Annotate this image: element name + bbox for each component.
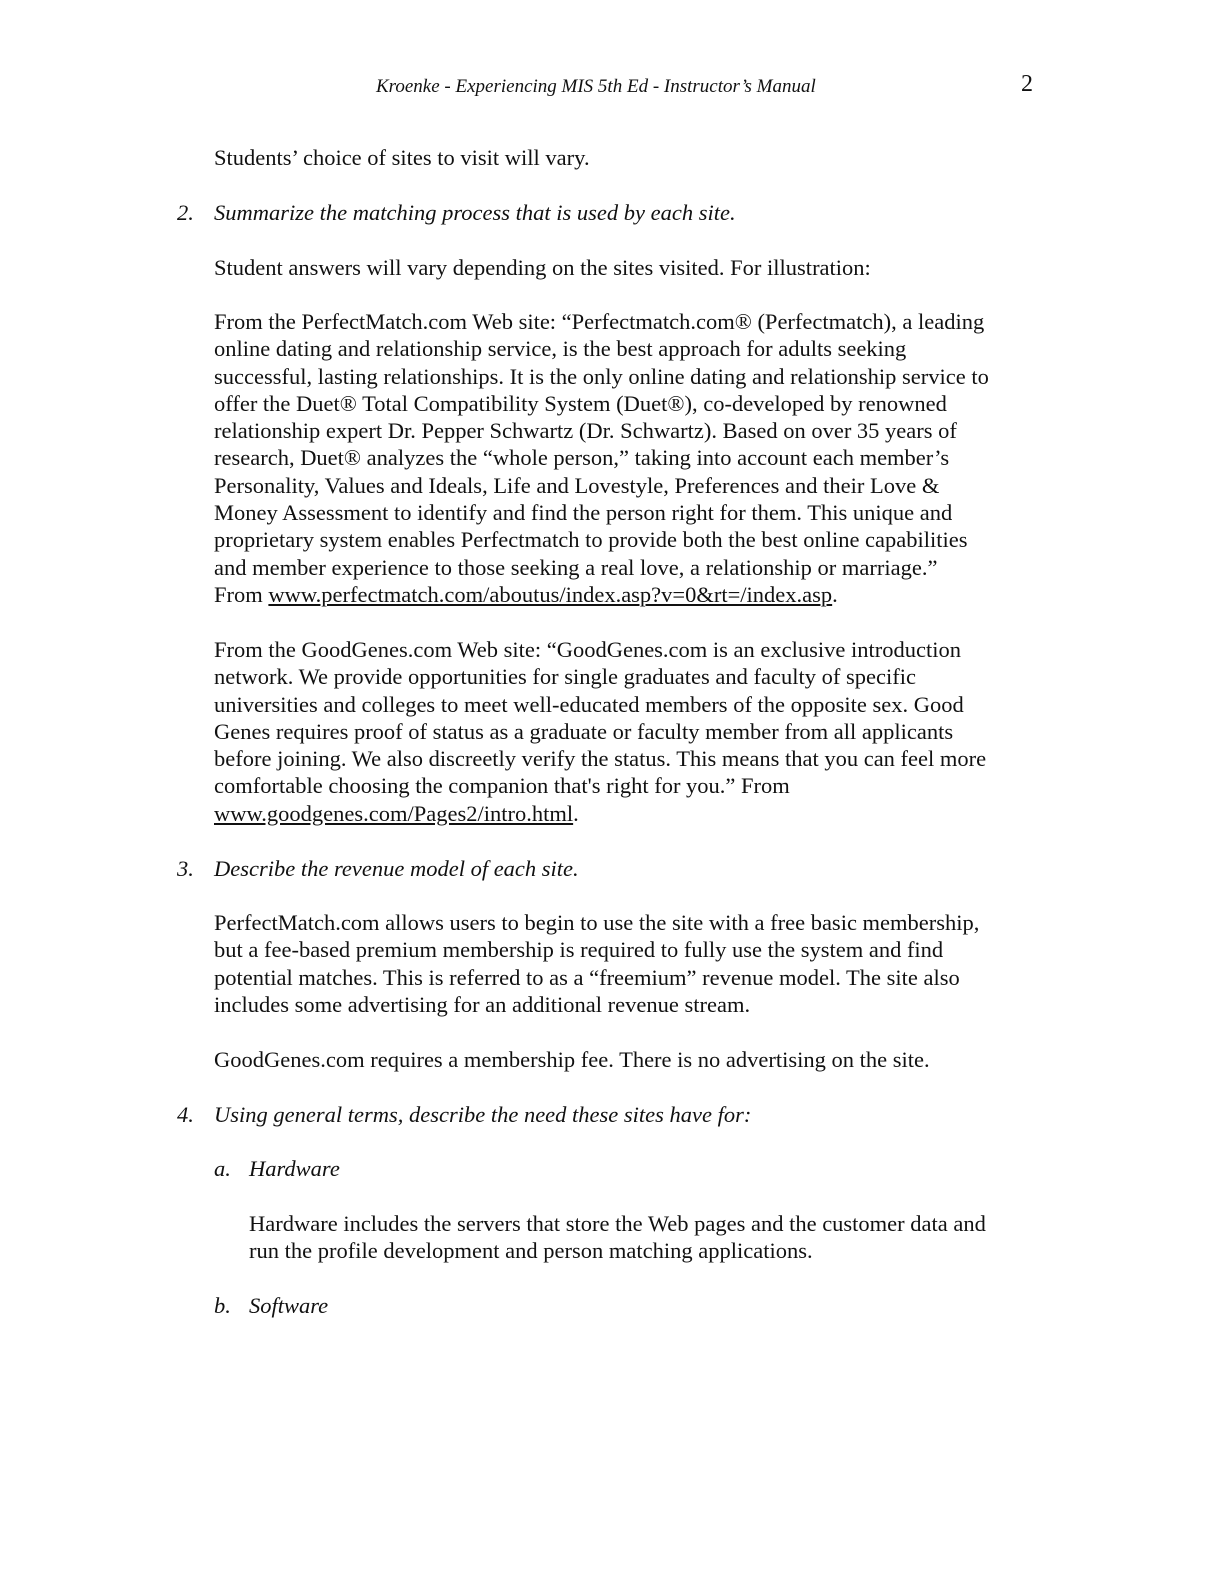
paragraph-line: before joining. We also discreetly verify the status. This means that you can feel more [214,746,987,772]
question-number: 2. [177,200,194,225]
question-number: 4. [177,1102,194,1127]
paragraph-line [214,800,1044,827]
paragraph-line: includes some advertising for an additional revenue stream. [214,991,751,1017]
header-title: Kroenke - Experiencing MIS 5th Ed - Instructor’s Manual [376,76,816,97]
subquestion-letter: a. [214,1156,231,1181]
paragraph-line: successful, lasting relationships. It is the only online dating and relationship service to [214,363,989,389]
paragraph-line: offer the Duet® Total Compatibility System (Duet®), co-developed by renowned [214,390,947,416]
perfectmatch-paragraph [214,308,1044,608]
question-text: Summarize the matching process that is used by each site. [214,200,736,225]
paragraph-line: relationship expert Dr. Pepper Schwartz (Dr. Schwartz). Based on over 35 years of [214,418,957,444]
paragraph-line: online dating and relationship service, is the best approach for adults seeking [214,336,907,362]
subquestion-a [214,1155,340,1182]
question-3 [177,855,579,882]
subquestion-b [214,1292,328,1319]
question-number: 3. [177,856,194,881]
q2-intro-paragraph: Student answers will vary depending on the sites visited. For illustration: [214,255,871,280]
paragraph-line: Money Assessment to identify and find the person right for them. This unique and [214,500,953,526]
intro-paragraph: Students’ choice of sites to visit will vary. [214,145,590,170]
paragraph-line: comfortable choosing the companion that's right for you.” From [214,773,790,799]
question-text: Using general terms, describe the need these sites have for: [214,1102,752,1127]
paragraph-line: proprietary system enables Perfectmatch to provide both the best online capabilities [214,527,968,553]
revenue-perfectmatch-paragraph [214,909,1044,1018]
question-2 [177,199,736,226]
page-header [0,71,1224,104]
question-text: Describe the revenue model of each site. [214,856,579,881]
paragraph-line: universities and colleges to meet well-educated members of the opposite sex. Good [214,691,964,717]
subquestion-text: Hardware [249,1156,340,1181]
paragraph-line: Hardware includes the servers that store the Web pages and the customer data and [249,1211,986,1236]
paragraph-line: network. We provide opportunities for single graduates and faculty of specific [214,664,916,690]
hardware-paragraph [249,1210,1049,1265]
paragraph-line: but a fee-based premium membership is required to fully use the system and find [214,937,944,963]
subquestion-text: Software [249,1293,329,1318]
paragraph-line: From the PerfectMatch.com Web site: “Perfectmatch.com® (Perfectmatch), a leading [214,309,985,334]
paragraph-line: From the GoodGenes.com Web site: “GoodGenes.com is an exclusive introduction [214,637,961,662]
perfectmatch-link[interactable]: www.perfectmatch.com/aboutus/index.asp?v=0&rt=/index.asp [268,581,833,607]
paragraph-line: run the profile development and person matching applications. [249,1238,813,1264]
goodgenes-paragraph [214,636,1044,827]
paragraph-line: Genes requires proof of status as a graduate or faculty member from all applicants [214,718,954,744]
from-label: From [214,581,269,607]
page-number: 2 [1021,71,1033,97]
paragraph-line: potential matches. This is referred to as a “freemium” revenue model. The site also [214,964,960,990]
paragraph-line: PerfectMatch.com allows users to begin to use the site with a free basic membership, [214,910,980,935]
paragraph-line: research, Duet® analyzes the “whole person,” taking into account each member’s [214,445,950,471]
goodgenes-link[interactable]: www.goodgenes.com/Pages2/intro.html [214,800,574,826]
sentence-end: . [832,581,838,607]
paragraph-line [214,581,1044,608]
question-4 [177,1101,751,1128]
revenue-goodgenes-paragraph: GoodGenes.com requires a membership fee. There is no advertising on the site. [214,1047,930,1072]
subquestion-letter: b. [214,1293,231,1318]
paragraph-line: and member experience to those seeking a real love, a relationship or marriage.” [214,554,938,580]
paragraph-line: Personality, Values and Ideals, Life and Lovestyle, Preferences and their Love & [214,472,940,498]
sentence-end: . [573,800,579,826]
